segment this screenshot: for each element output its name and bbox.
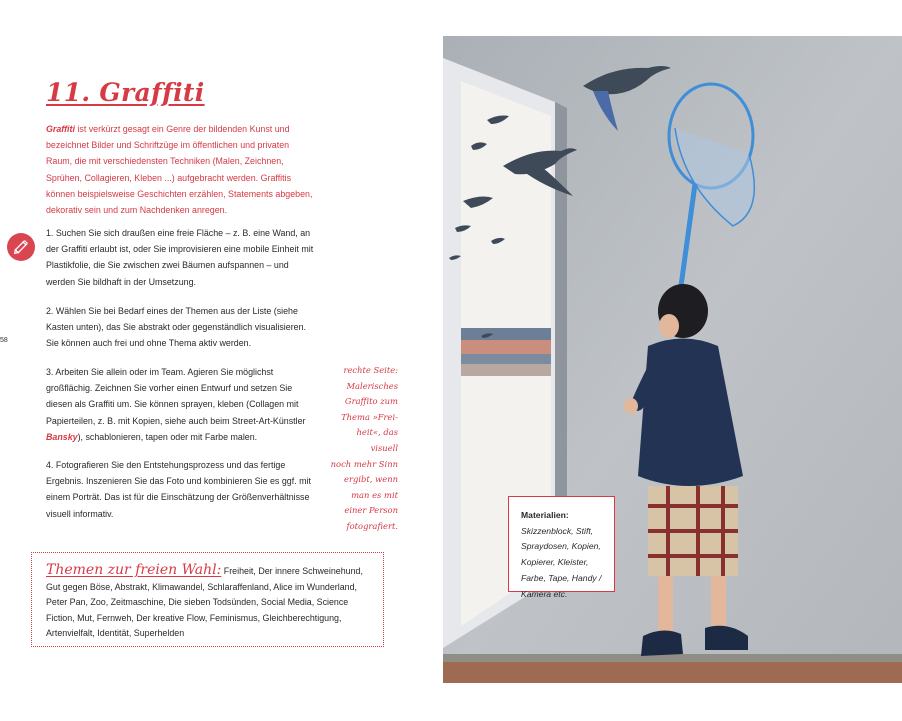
step-2: 2. Wählen Sie bei Bedarf eines der Themen aus der Liste (siehe Kasten unten), das Sie abstrakt oder gegenständlich visualisieren. Sie können auch frei und ohne Thema aktiv werden. (46, 306, 306, 349)
caption-line: Thema »Frei- (341, 411, 398, 422)
photo-caption (328, 363, 398, 535)
caption-line: rechte Seite: (343, 365, 398, 375)
step-1: 1. Suchen Sie sich draußen eine freie Fläche – z. B. eine Wand, an der Graffiti erlaubt ist, oder Sie improvisieren eine mobile Einheit mit Plastikfolie, die Sie zwischen zwei Bäumen aufspannen – und werden Sie bildhaft in der Umsetzung. (46, 228, 314, 287)
step-3-text-b: ), schablonieren, tapen oder mit Farbe malen. (77, 431, 258, 442)
caption-line: einer Person (344, 505, 398, 516)
caption-line: man es mit (351, 489, 398, 500)
intro-lead: Graffiti (46, 124, 75, 134)
caption-line: Malerisches (346, 380, 398, 391)
caption-line: heit«, das visuell (356, 427, 398, 453)
materials-box (508, 496, 615, 599)
themes-heading: Themen zur freien Wahl: (46, 562, 222, 578)
caption-line: noch mehr Sinn (330, 458, 398, 469)
pencil-icon (7, 233, 35, 261)
caption-line: ergibt, wenn (344, 474, 398, 485)
intro-paragraph (46, 121, 314, 218)
page-number: 58 (0, 337, 8, 344)
step-3-text-a: 3. Arbeiten Sie allein oder im Team. Agieren Sie möglichst großflächig. Zeichnen Sie vorher einen Entwurf und setzen Sie diesen als Graffiti um. Sie können sprayen, kleben (Collagen mit Papierteilen, z. B. mit Kopien, siehe auch beim Street-Art-Künstler (46, 367, 306, 426)
themes-box (31, 552, 384, 647)
intro-text: ist verkürzt gesagt ein Genre der bildenden Kunst und bezeichnet Bilder und Schriftzüge im öffentlichen und privaten Raum, die mit verschiedensten Techniken (Malen, Zeichnen, Sprühen, Collagieren, Kleben ...) aufgebracht werden. Graffitis können beispielsweise Geschichten erzählen, Statements abgeben, dekorativ sein und zum Nachdenken anregen. (46, 124, 313, 216)
caption-line: Graffito zum (344, 396, 398, 407)
page-title: 11. Graffiti (46, 78, 205, 107)
themes-list: Freiheit, Der innere Schweinehund, Gut gegen Böse, Abstrakt, Klimawandel, Schlaraffenland, Alice im Wunderland, Peter Pan, Zoo, Zeitmaschine, Die sieben Todsünden, Social Media, Science Fiction, Mut, Fernweh, Der kreative Flow, Feminismus, Gleichberechtigung, Artenvielfalt, Identität, Superhelden (46, 566, 363, 638)
step-4: 4. Fotografieren Sie den Entstehungsprozess und das fertige Ergebnis. Inszenieren Sie das Foto und kombinieren Sie es ggf. mit einem Porträt. Das ist für die Einschätzung der Größenverhältnisse visuell informativ. (46, 460, 311, 519)
themes-text (46, 563, 371, 642)
caption-line: fotografiert. (346, 520, 398, 531)
bansky-highlight: Bansky (46, 431, 78, 442)
materials-label: Materialien: (521, 510, 569, 520)
materials-text: Skizzenblock, Stift, Spraydosen, Kopien, Kopierer, Kleister, Farbe, Tape, Handy / Kamera etc. (521, 525, 602, 599)
step-3 (46, 364, 318, 445)
